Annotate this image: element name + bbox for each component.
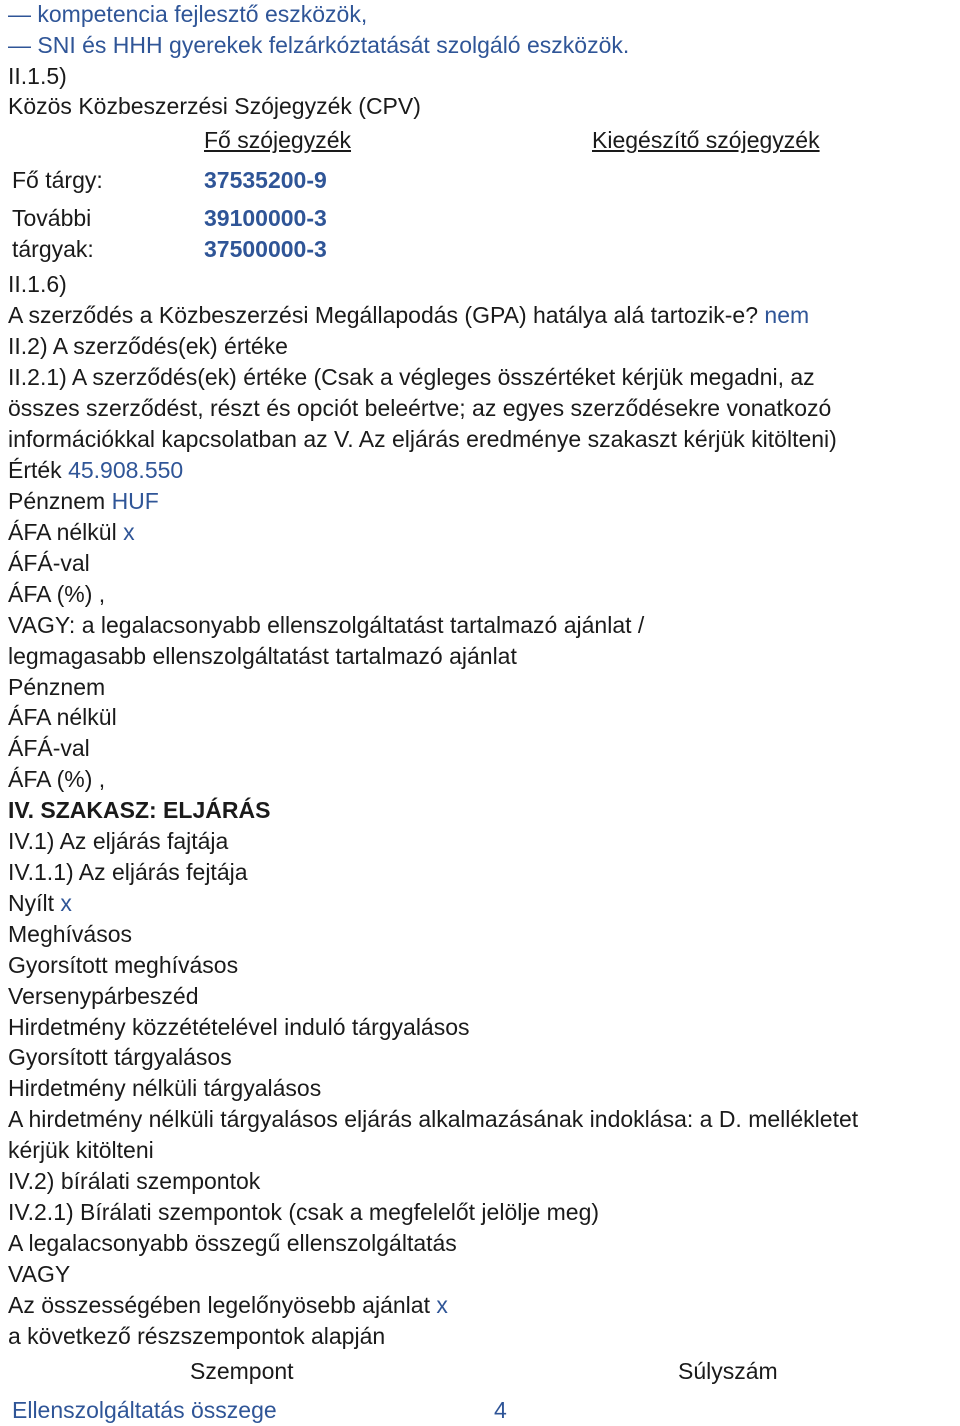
procedure-type: Gyorsított meghívásos <box>8 952 239 978</box>
vat-incl-label: ÁFÁ-val <box>8 735 90 761</box>
open-procedure-label: Nyílt <box>8 890 54 916</box>
section-heading: II.2) A szerződés(ek) értéke <box>8 333 288 359</box>
section-heading: II.1.6) <box>8 271 67 297</box>
section-heading: IV.2.1) Bírálati szempontok (csak a megfelelőt jelölje meg) <box>8 1199 600 1225</box>
bullet-item: — kompetencia fejlesztő eszközök, <box>8 1 368 27</box>
gpa-question <box>8 301 809 329</box>
value-label: Érték <box>8 457 62 483</box>
paragraph-line: A hirdetmény nélküli tárgyalásos eljárás alkalmazásának indoklása: a D. mellékletet <box>8 1106 859 1132</box>
procedure-type: Meghívásos <box>8 921 133 947</box>
vat-pct-label: ÁFA (%) , <box>8 581 106 607</box>
best-value-mark: x <box>436 1292 448 1318</box>
vat-pct-label: ÁFA (%) , <box>8 766 106 792</box>
further-subject-code: 39100000-3 <box>204 205 327 231</box>
section-heading: IV.2) bírálati szempontok <box>8 1168 261 1194</box>
section-heading: IV.1) Az eljárás fajtája <box>8 828 229 854</box>
criteria-header-criterion: Szempont <box>190 1358 294 1384</box>
currency-value: HUF <box>111 488 159 514</box>
currency-row <box>8 487 159 515</box>
procedure-type: Hirdetmény közzétételével induló tárgyalásos <box>8 1014 470 1040</box>
vat-excl-label: ÁFA nélkül <box>8 519 117 545</box>
section-heading: II.1.5) <box>8 63 67 89</box>
section-heading: IV.1.1) Az eljárás fejtája <box>8 859 248 885</box>
open-procedure-mark: x <box>60 890 72 916</box>
section-title: IV. SZAKASZ: ELJÁRÁS <box>8 797 271 823</box>
procedure-type: Hirdetmény nélküli tárgyalásos <box>8 1075 322 1101</box>
further-subjects-label: tárgyak: <box>12 236 94 262</box>
vat-excl-row <box>8 518 135 546</box>
main-subject-label: Fő tárgy: <box>12 167 103 193</box>
vat-incl-label: ÁFÁ-val <box>8 550 90 576</box>
criteria-row-name: Ellenszolgáltatás összege <box>12 1397 277 1423</box>
open-procedure-row <box>8 889 72 917</box>
cpv-main-vocab-header: Fő szójegyzék <box>204 127 352 153</box>
procedure-type: Gyorsított tárgyalásos <box>8 1044 232 1070</box>
further-subjects-label: További <box>12 205 92 231</box>
paragraph-line: összes szerződést, részt és opciót beleértve; az egyes szerződésekre vonatkozó <box>8 395 832 421</box>
currency-label: Pénznem <box>8 488 106 514</box>
sub-criteria-label: a következő részszempontok alapján <box>8 1323 386 1349</box>
cpv-title: Közös Közbeszerzési Szójegyzék (CPV) <box>8 93 421 119</box>
gpa-question-text: A szerződés a Közbeszerzési Megállapodás (GPA) hatálya alá tartozik-e? <box>8 302 759 328</box>
value-amount: 45.908.550 <box>68 457 184 483</box>
procedure-type: Versenypárbeszéd <box>8 983 199 1009</box>
vat-excl-mark: x <box>123 519 135 545</box>
paragraph-line: II.2.1) A szerződés(ek) értéke (Csak a végleges összértéket kérjük megadni, az <box>8 364 815 390</box>
value-row <box>8 456 183 484</box>
main-subject-code: 37535200-9 <box>204 167 327 193</box>
criterion-option: A legalacsonyabb összegű ellenszolgáltatás <box>8 1230 457 1256</box>
paragraph-line: legmagasabb ellenszolgáltatást tartalmazó ajánlat <box>8 643 517 669</box>
further-subject-code: 37500000-3 <box>204 236 327 262</box>
criteria-header-weight: Súlyszám <box>678 1358 778 1384</box>
best-value-label: Az összességében legelőnyösebb ajánlat <box>8 1292 430 1318</box>
or-word: VAGY <box>8 1261 71 1287</box>
paragraph-line: VAGY: a legalacsonyabb ellenszolgáltatást tartalmazó ajánlat / <box>8 612 645 638</box>
criteria-row-weight: 4 <box>494 1397 507 1423</box>
paragraph-line: kérjük kitölteni <box>8 1137 154 1163</box>
best-value-row <box>8 1291 448 1319</box>
vat-excl-label: ÁFA nélkül <box>8 704 117 730</box>
cpv-supp-vocab-header: Kiegészítő szójegyzék <box>592 127 820 153</box>
bullet-item: — SNI és HHH gyerekek felzárkóztatását szolgáló eszközök. <box>8 32 630 58</box>
gpa-answer: nem <box>764 302 810 328</box>
currency-label: Pénznem <box>8 674 106 700</box>
paragraph-line: információkkal kapcsolatban az V. Az eljárás eredménye szakaszt kérjük kitölteni) <box>8 426 837 452</box>
